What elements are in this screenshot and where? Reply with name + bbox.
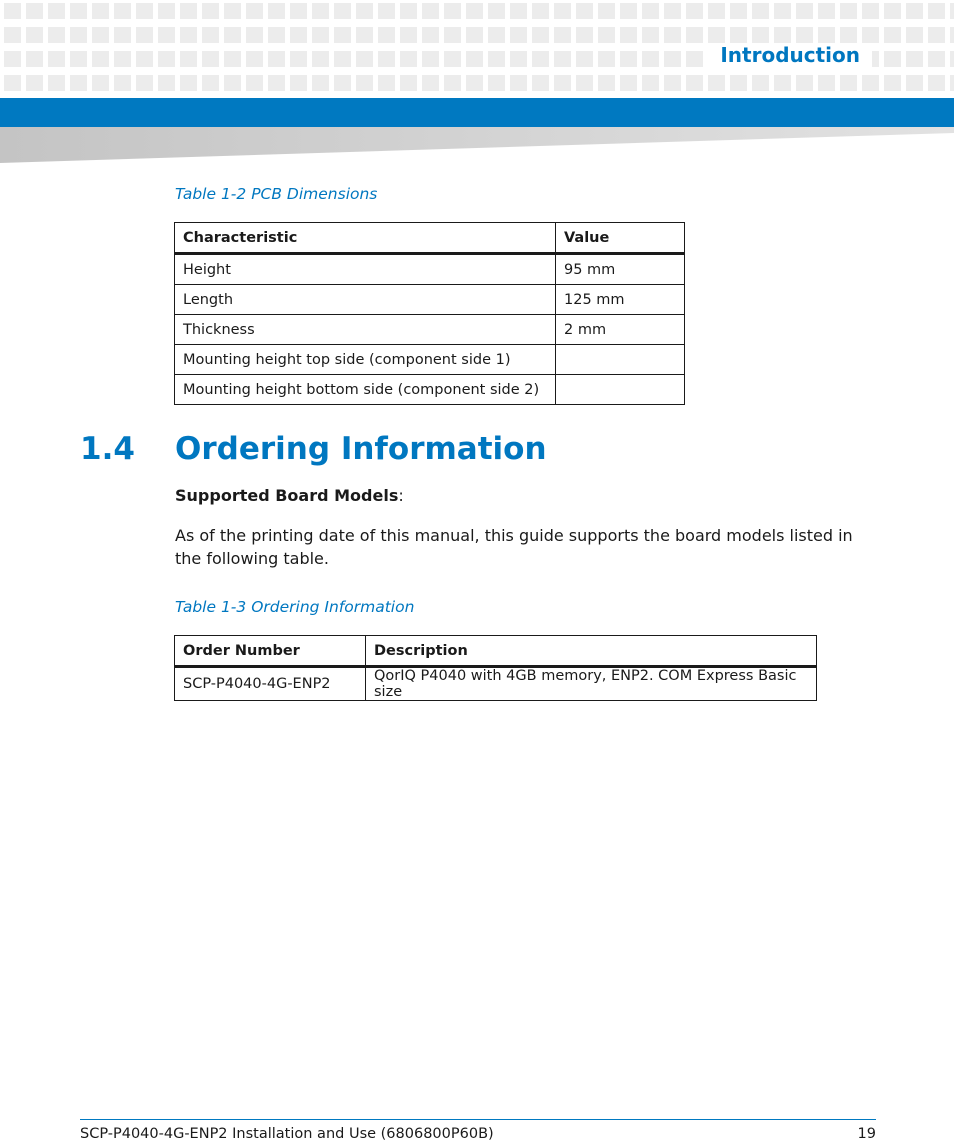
table-row <box>175 375 685 405</box>
chapter-title: Introduction <box>708 43 872 67</box>
table-header-row <box>175 223 685 254</box>
table-cell: Length <box>175 285 556 315</box>
body-paragraph: As of the printing date of this manual, this guide supports the board models listed in the following table. <box>175 526 853 568</box>
table-cell: 125 mm <box>556 285 685 315</box>
section-number: 1.4 <box>80 431 135 467</box>
table-caption-pcb: Table 1-2 PCB Dimensions <box>175 185 378 203</box>
column-header: Characteristic <box>175 223 556 254</box>
supported-models-label <box>175 486 404 505</box>
header-blue-bar <box>0 98 954 127</box>
table-cell: Mounting height bottom side (component side 2) <box>175 375 556 405</box>
table-row <box>175 315 685 345</box>
label-suffix: : <box>398 486 404 505</box>
table-cell <box>556 375 685 405</box>
table-row <box>175 285 685 315</box>
section-title: Ordering Information <box>175 431 547 467</box>
column-header: Order Number <box>175 636 366 667</box>
label-bold: Supported Board Models <box>175 486 399 505</box>
column-header: Description <box>366 636 817 667</box>
table-cell <box>556 345 685 375</box>
pcb-dimensions-table <box>174 222 685 405</box>
table-caption-ordering: Table 1-3 Ordering Information <box>175 598 415 616</box>
table-row <box>175 254 685 285</box>
header-gray-wedge <box>0 127 954 165</box>
table-cell: QorIQ P4040 with 4GB memory, ENP2. COM Express Basic size <box>366 667 817 701</box>
footer-page-number: 19 <box>857 1126 876 1142</box>
footer-rule <box>80 1119 876 1120</box>
footer-doc-title: SCP-P4040-4G-ENP2 Installation and Use (6806800P60B) <box>80 1126 494 1142</box>
table-cell: Mounting height top side (component side 1) <box>175 345 556 375</box>
ordering-information-table <box>174 635 817 701</box>
table-header-row <box>175 636 817 667</box>
table-row <box>175 667 817 701</box>
table-cell: 2 mm <box>556 315 685 345</box>
table-cell: Thickness <box>175 315 556 345</box>
section-heading <box>80 431 547 467</box>
table-row <box>175 345 685 375</box>
table-cell: 95 mm <box>556 254 685 285</box>
column-header: Value <box>556 223 685 254</box>
table-cell: SCP-P4040-4G-ENP2 <box>175 667 366 701</box>
table-cell: Height <box>175 254 556 285</box>
